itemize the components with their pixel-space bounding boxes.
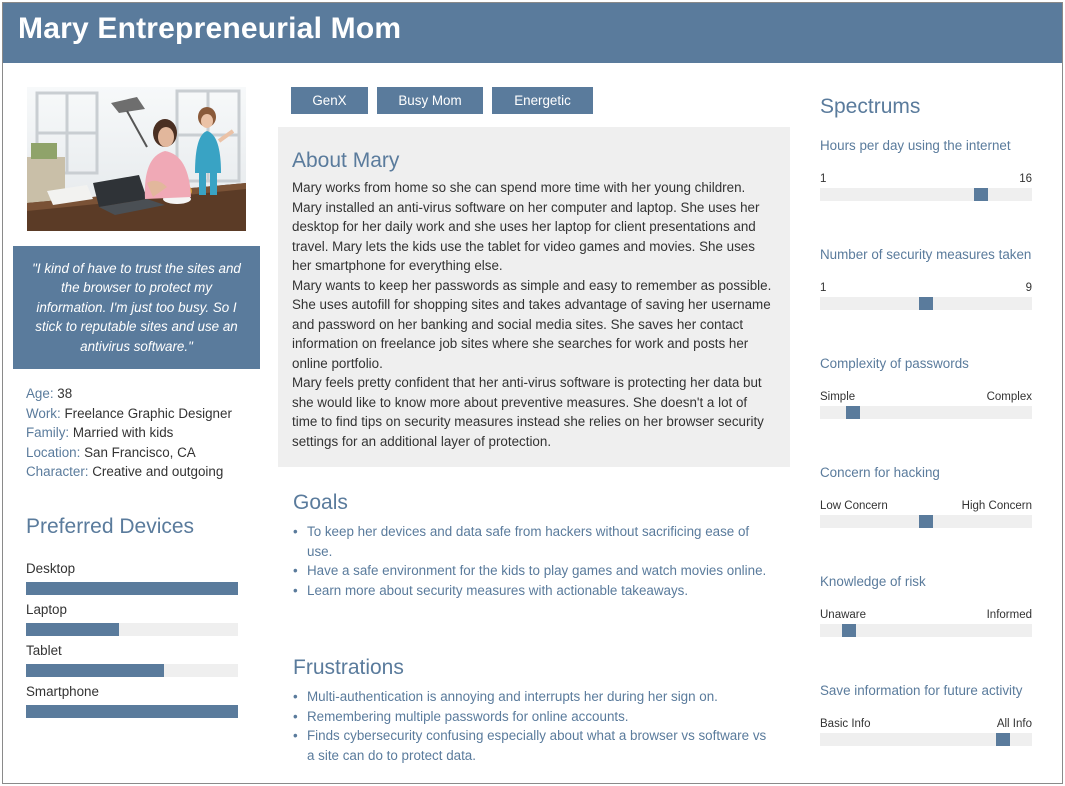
persona-facts: [26, 384, 232, 482]
fact-label: Family:: [26, 425, 70, 440]
frustration-item: • Remembering multiple passwords for online accounts.: [293, 707, 773, 727]
persona-title: Mary Entrepreneurial Mom: [18, 12, 402, 45]
device-label: Tablet: [26, 643, 62, 658]
spectrum-security-measures: [820, 247, 1032, 310]
spectrum-track: [820, 188, 1032, 201]
goal-item: • Have a safe environment for the kids to play games and watch movies online.: [293, 561, 773, 581]
spectrum-marker: [919, 297, 933, 310]
spectrum-marker: [846, 406, 860, 419]
frustrations-list: [293, 687, 773, 765]
fact-family: [26, 423, 232, 443]
device-label: Laptop: [26, 602, 67, 617]
spectrum-low-label: 1: [820, 282, 827, 294]
device-bar-fill: [26, 623, 119, 636]
spectrum-low-label: Basic Info: [820, 718, 871, 730]
device-bar-fill: [26, 705, 238, 718]
device-list: [26, 561, 238, 725]
device-laptop: [26, 602, 238, 643]
spectrum-marker: [974, 188, 988, 201]
header-bar: [3, 3, 1062, 63]
spectrum-hacking-concern: [820, 465, 1032, 528]
about-paragraph: Mary wants to keep her passwords as simple and easy to remember as possible. She uses autofill for shopping sites and takes advantage of saving her username and password on her banking and social media sites. She saves her contact information on freelance job sites where she searches for work and posts her online portfolio.: [292, 277, 772, 371]
spectrum-high-label: 16: [1019, 173, 1032, 185]
spectrum-password-complexity: [820, 356, 1032, 419]
spectrum-marker: [919, 515, 933, 528]
fact-label: Location:: [26, 444, 81, 460]
persona-tags: [291, 87, 593, 114]
preferred-devices-title: Preferred Devices: [26, 515, 195, 538]
fact-location: [26, 443, 232, 463]
device-bar-track: [26, 664, 238, 677]
spectrum-question: Number of security measures taken: [820, 247, 1032, 262]
spectrum-high-label: High Concern: [961, 500, 1032, 512]
device-bar-fill: [26, 664, 164, 677]
fact-value: Married with kids: [72, 425, 174, 440]
spectrum-question: Save information for future activity: [820, 683, 1023, 698]
spectrum-question: Hours per day using the internet: [820, 138, 1011, 153]
device-bar-track: [26, 582, 238, 595]
persona-quote-box: [13, 246, 260, 369]
spectrum-marker: [996, 733, 1010, 746]
spectrum-question: Concern for hacking: [820, 465, 940, 480]
spectrum-save-info: [820, 683, 1032, 746]
frustration-item: • Finds cybersecurity confusing especially about what a browser vs software vs a site can do to protect data.: [293, 726, 773, 765]
goal-item: • To keep her devices and data safe from hackers without sacrificing ease of use.: [293, 522, 773, 561]
spectrum-track: [820, 624, 1032, 637]
spectrum-high-label: Complex: [986, 391, 1032, 403]
device-smartphone: [26, 684, 238, 725]
device-desktop: [26, 561, 238, 602]
about-paragraph: Mary feels pretty confident that her anti-virus software is protecting her data but she would like to know more about preventive measures. She doesn't a lot of time to find tips on security measures instead she relies on her browser security settings for an additional layer of protection.: [292, 375, 764, 449]
fact-value: Creative and outgoing: [92, 464, 224, 479]
goal-item: • Learn more about security measures with actionable takeaways.: [293, 581, 773, 601]
spectrum-track: [820, 297, 1032, 310]
tag-genx: GenX: [291, 87, 368, 114]
device-tablet: [26, 643, 238, 684]
persona-photo: [27, 87, 246, 231]
spectrum-high-label: 9: [1025, 282, 1032, 294]
fact-character: [26, 462, 232, 482]
fact-label: Age:: [26, 386, 54, 401]
goals-list: [293, 522, 773, 600]
spectrum-high-label: Informed: [986, 609, 1032, 621]
about-title: About Mary: [292, 149, 400, 172]
spectrum-risk-knowledge: [820, 574, 1032, 637]
device-label: Smartphone: [26, 684, 99, 699]
fact-label: Character:: [26, 464, 89, 479]
tag-busy-mom: Busy Mom: [377, 87, 483, 114]
frustrations-title: Frustrations: [293, 656, 404, 679]
about-paragraph: Mary works from home so she can spend more time with her young children. Mary installed an anti-virus software on her computer and laptop. She uses her desktop for her daily work and she uses her laptop for client presentations and travel. Mary lets the kids use the tablet for video games and movies. She uses her smartphone for everything else.: [292, 180, 760, 273]
device-bar-fill: [26, 582, 238, 595]
spectrum-question: Complexity of passwords: [820, 356, 969, 371]
spectrum-low-label: Unaware: [820, 609, 867, 621]
about-panel: [278, 127, 790, 467]
device-label: Desktop: [26, 561, 76, 576]
spectrum-high-label: All Info: [996, 718, 1032, 730]
fact-age: [26, 384, 232, 404]
spectrum-track: [820, 733, 1032, 746]
tag-energetic: Energetic: [492, 87, 593, 114]
spectrum-low-label: 1: [820, 173, 827, 185]
fact-value: Freelance Graphic Designer: [64, 405, 232, 421]
spectrums-title: Spectrums: [820, 95, 921, 118]
device-bar-track: [26, 623, 238, 636]
spectrum-track: [820, 406, 1032, 419]
persona-quote: "I kind of have to trust the sites and the browser to protect my information. I'm just too busy. So I stick to reputable sites and use an antivirus software.": [32, 260, 241, 354]
frustration-item: • Multi-authentication is annoying and interrupts her during her sign on.: [293, 687, 773, 707]
fact-work: [26, 404, 232, 424]
device-bar-track: [26, 705, 238, 718]
spectrum-question: Knowledge of risk: [820, 574, 926, 589]
spectrum-low-label: Low Concern: [820, 500, 888, 512]
fact-value: 38: [57, 386, 73, 401]
spectrum-internet-hours: [820, 138, 1032, 201]
spectrum-low-label: Simple: [820, 391, 856, 403]
spectrum-marker: [842, 624, 856, 637]
fact-label: Work:: [26, 405, 61, 421]
goals-title: Goals: [293, 491, 348, 514]
spectrum-track: [820, 515, 1032, 528]
fact-value: San Francisco, CA: [84, 444, 196, 460]
